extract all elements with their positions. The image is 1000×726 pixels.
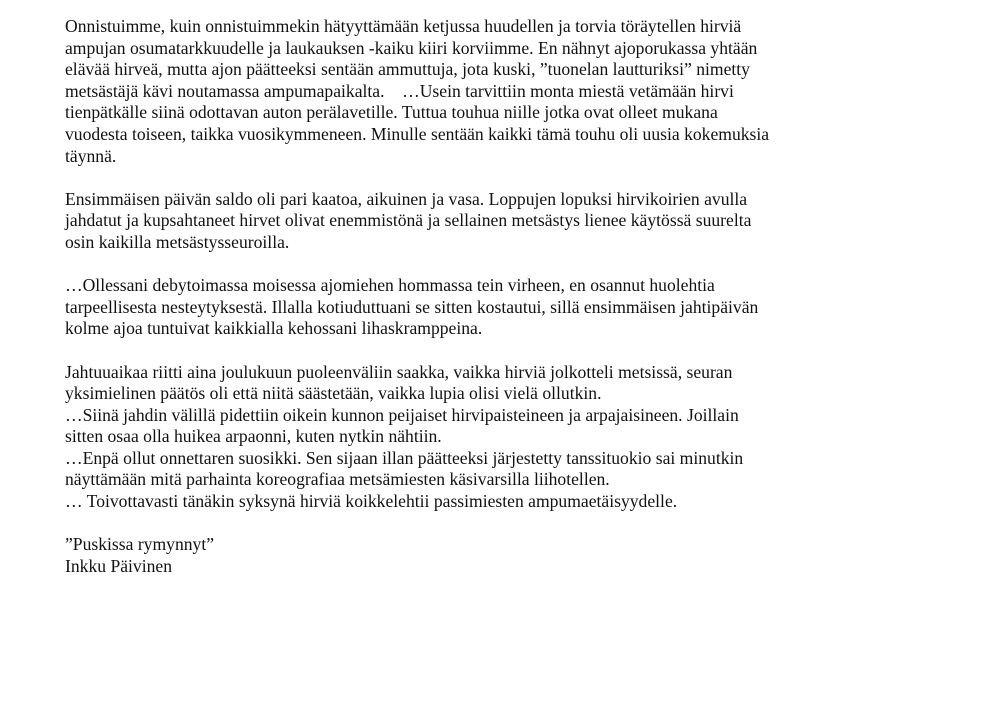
signature — [65, 534, 965, 577]
paragraph-1 — [65, 16, 965, 167]
text-line: …Enpä ollut onnettaren suosikki. Sen sijaan illan päätteeksi järjestetty tanssituokio sai minutkin — [65, 447, 744, 468]
paragraph-gap — [65, 340, 965, 362]
signature-nickname: ”Puskissa rymynnyt” — [65, 534, 215, 555]
text-line: kolme ajoa tuntuivat kaikkialla kehossani lihaskramppeina. — [65, 318, 483, 339]
text-line: tarpeellisesta nesteytyksestä. Illalla kotiuduttuani se sitten kostautui, sillä ensimmäisen jahtipäivän — [65, 296, 759, 317]
text-line: …Siinä jahdin välillä pidettiin oikein kunnon peijaiset hirvipaisteineen ja arpajaisineen. Joillain — [65, 404, 739, 425]
paragraph-gap — [65, 254, 965, 276]
text-line: vuodesta toiseen, taikka vuosikymmeneen. Minulle sentään kaikki tämä touhu oli uusia kokemuksia — [65, 123, 770, 144]
text-line: yksimielinen päätös oli että niitä säästetään, vaikka lupia olisi vielä ollutkin. — [65, 383, 602, 404]
paragraph-gap — [65, 167, 965, 189]
text-line: osin kaikilla metsästysseuroilla. — [65, 231, 290, 252]
document-body — [65, 16, 965, 577]
paragraph-4 — [65, 362, 965, 513]
text-line: Onnistuimme, kuin onnistuimmekin hätyyttämään ketjussa huudellen ja torvia töräytellen hirviä — [65, 16, 742, 36]
text-line: …Ollessani debytoimassa moisessa ajomiehen hommassa tein virheen, en osannut huolehtia — [65, 275, 715, 296]
text-line: elävää hirveä, mutta ajon päätteeksi sentään ammuttuja, jota kuski, ”tuonelan lautturiksi” nimetty — [65, 59, 750, 80]
text-line: metsästäjä kävi noutamassa ampumapaikalta. …Usein tarvittiin monta miestä vetämään hirvi — [65, 80, 734, 101]
paragraph-gap — [65, 513, 965, 535]
text-line: jahdatut ja kupsahtaneet hirvet olivat enemmistönä ja sellainen metsästys lienee käytössä suurelta — [65, 210, 752, 231]
text-line: tienpätkälle siinä odottavan auton perälavetille. Tuttua touhua niille jotka ovat olleet mukana — [65, 102, 718, 123]
text-line: sitten osaa olla huikea arpaonni, kuten nytkin nähtiin. — [65, 426, 442, 447]
paragraph-3 — [65, 275, 965, 340]
text-line: Jahtuuaikaa riitti aina joulukuun puoleenväliin saakka, vaikka hirviä jolkotteli metsissä, seuran — [65, 361, 733, 382]
text-line: Ensimmäisen päivän saldo oli pari kaatoa, aikuinen ja vasa. Loppujen lopuksi hirvikoirien avulla — [65, 188, 748, 209]
text-line: täynnä. — [65, 145, 117, 166]
paragraph-2 — [65, 189, 965, 254]
signature-name: Inkku Päivinen — [65, 555, 173, 576]
text-line: näyttämään mitä parhainta koreografiaa metsämiesten käsivarsilla liihotellen. — [65, 469, 610, 490]
text-line: … Toivottavasti tänäkin syksynä hirviä koikkelehtii passimiesten ampumaetäisyydelle. — [65, 491, 678, 512]
text-line: ampujan osumatarkkuudelle ja laukauksen -kaiku kiiri korviimme. En nähnyt ajoporukassa yhtään — [65, 37, 758, 58]
